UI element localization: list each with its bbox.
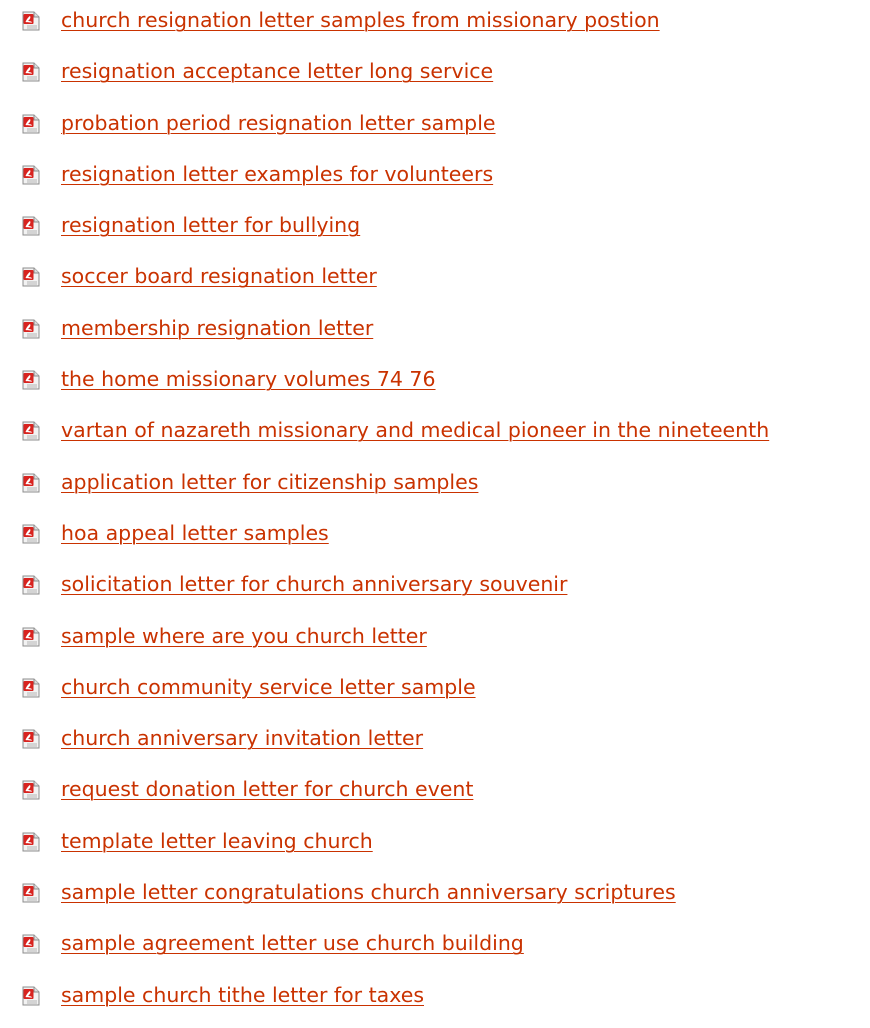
list-item (0, 771, 870, 822)
list-item (0, 53, 870, 104)
document-link[interactable]: membership resignation letter (61, 315, 374, 340)
list-item (0, 258, 870, 309)
document-link[interactable]: sample letter congratulations church anniversary scriptures (61, 880, 676, 905)
pdf-file-icon (22, 267, 40, 287)
document-link[interactable]: the home missionary volumes 74 76 (61, 367, 436, 392)
pdf-file-icon (22, 986, 40, 1006)
document-link[interactable]: sample agreement letter use church building (61, 931, 524, 956)
list-item (0, 823, 870, 874)
pdf-file-icon (22, 421, 40, 441)
list-item (0, 464, 870, 515)
document-link[interactable]: probation period resignation letter sample (61, 110, 496, 135)
list-item (0, 2, 870, 53)
pdf-file-icon (22, 216, 40, 236)
list-item (0, 669, 870, 720)
pdf-file-icon (22, 934, 40, 954)
list-item (0, 720, 870, 771)
pdf-file-icon (22, 729, 40, 749)
pdf-file-icon (22, 319, 40, 339)
document-link[interactable]: resignation acceptance letter long service (61, 59, 494, 84)
pdf-file-icon (22, 165, 40, 185)
document-link[interactable]: church resignation letter samples from missionary postion (61, 8, 660, 32)
list-item (0, 310, 870, 361)
document-link[interactable]: hoa appeal letter samples (61, 520, 329, 545)
pdf-file-icon (22, 524, 40, 544)
list-item (0, 515, 870, 566)
pdf-file-icon (22, 627, 40, 647)
pdf-file-icon (22, 780, 40, 800)
pdf-file-icon (22, 832, 40, 852)
list-item (0, 412, 870, 463)
document-link[interactable]: church community service letter sample (61, 674, 476, 699)
pdf-file-icon (22, 883, 40, 903)
document-link[interactable]: resignation letter for bullying (61, 213, 361, 238)
pdf-file-icon (22, 678, 40, 698)
list-item (0, 618, 870, 669)
document-link[interactable]: sample where are you church letter (61, 623, 427, 648)
pdf-file-icon (22, 473, 40, 493)
pdf-file-icon (22, 62, 40, 82)
document-link[interactable]: template letter leaving church (61, 828, 373, 853)
pdf-file-icon (22, 11, 40, 31)
document-link[interactable]: application letter for citizenship samples (61, 469, 479, 494)
document-link[interactable]: vartan of nazareth missionary and medical pioneer in the nineteenth (61, 418, 770, 443)
pdf-file-icon (22, 114, 40, 134)
document-link[interactable]: church anniversary invitation letter (61, 726, 424, 751)
list-item (0, 361, 870, 412)
pdf-file-icon (22, 370, 40, 390)
document-link[interactable]: sample church tithe letter for taxes (61, 982, 424, 1007)
document-link-list (0, 2, 870, 1028)
list-item (0, 566, 870, 617)
list-item (0, 105, 870, 156)
document-link[interactable]: solicitation letter for church anniversary souvenir (61, 572, 568, 597)
list-item (0, 874, 870, 925)
list-item (0, 925, 870, 976)
pdf-file-icon (22, 575, 40, 595)
document-link[interactable]: soccer board resignation letter (61, 264, 377, 289)
list-item (0, 977, 870, 1028)
list-item (0, 156, 870, 207)
list-item (0, 207, 870, 258)
document-link[interactable]: request donation letter for church event (61, 777, 474, 802)
document-link[interactable]: resignation letter examples for volunteers (61, 161, 494, 186)
